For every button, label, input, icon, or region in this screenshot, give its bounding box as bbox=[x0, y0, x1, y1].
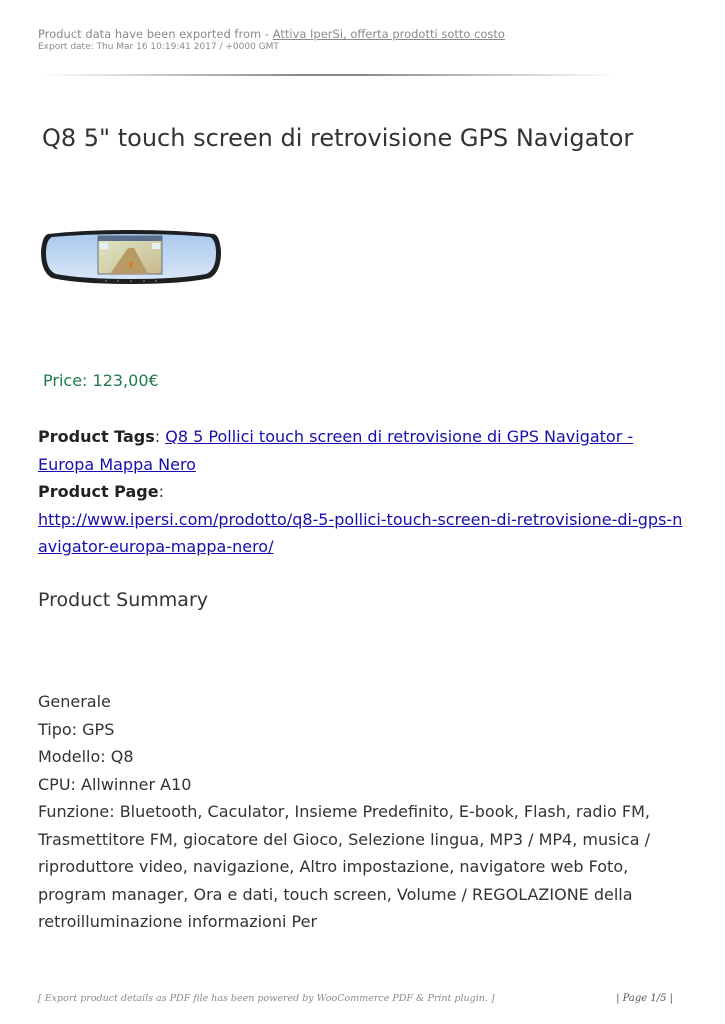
summary-line: Tipo: GPS bbox=[38, 719, 115, 739]
header-divider bbox=[40, 74, 620, 76]
summary-line: Funzione: Bluetooth, Caculator, Insieme Predefinito, E-book, Flash, radio FM, Trasmettitore FM, giocatore del Gioco, Selezione lingua, MP3 / MP4, musica / riproduttore video, navigazione, Altro impostazione, navigatore web Foto, program manager, Ora e dati, touch screen, Volume / REGOLAZIONE della retroilluminazione informazioni Per bbox=[38, 802, 650, 931]
site-link[interactable]: Attiva IperSi, offerta prodotti sotto costo bbox=[272, 27, 505, 41]
footer-page-number: | Page 1/5 | bbox=[616, 993, 673, 1004]
product-tags-row: Product Tags: Q8 5 Pollici touch screen di retrovisione di GPS Navigator - Europa Mappa Nero bbox=[38, 427, 634, 474]
summary-line: Generale bbox=[38, 692, 111, 711]
footer-powered-by: [ Export product details as PDF file has been powered by WooCommerce PDF & Print plugin. ] bbox=[38, 993, 495, 1004]
product-page-link[interactable]: http://www.ipersi.com/prodotto/q8-5-pollici-touch-screen-di-retrovisione-di-gps-navigator-europa-mappa-nero/ bbox=[38, 509, 683, 556]
product-summary-heading: Product Summary bbox=[38, 589, 208, 611]
summary-line: Modello: Q8 bbox=[38, 747, 134, 766]
product-summary-text bbox=[38, 688, 698, 936]
product-page-label: Product Page bbox=[38, 482, 159, 501]
product-price: Price: 123,00€ bbox=[43, 371, 159, 390]
product-page-row: Product Page: bbox=[38, 482, 164, 501]
export-prefix: Product data have been exported from - bbox=[38, 27, 273, 41]
product-title: Q8 5" touch screen di retrovisione GPS Navigator bbox=[42, 124, 634, 152]
product-page-url-row bbox=[38, 506, 688, 561]
export-date: Export date: Thu Mar 16 10:19:41 2017 / +0000 GMT bbox=[38, 42, 279, 52]
export-source-line bbox=[38, 27, 688, 41]
export-header bbox=[38, 27, 688, 53]
product-tags-link[interactable]: Q8 5 Pollici touch screen di retrovisione di GPS Navigator - Europa Mappa Nero bbox=[38, 427, 634, 474]
summary-line: CPU: Allwinner A10 bbox=[38, 774, 192, 794]
product-image bbox=[38, 228, 224, 288]
product-tags-label: Product Tags bbox=[38, 427, 155, 446]
product-meta bbox=[38, 423, 688, 561]
